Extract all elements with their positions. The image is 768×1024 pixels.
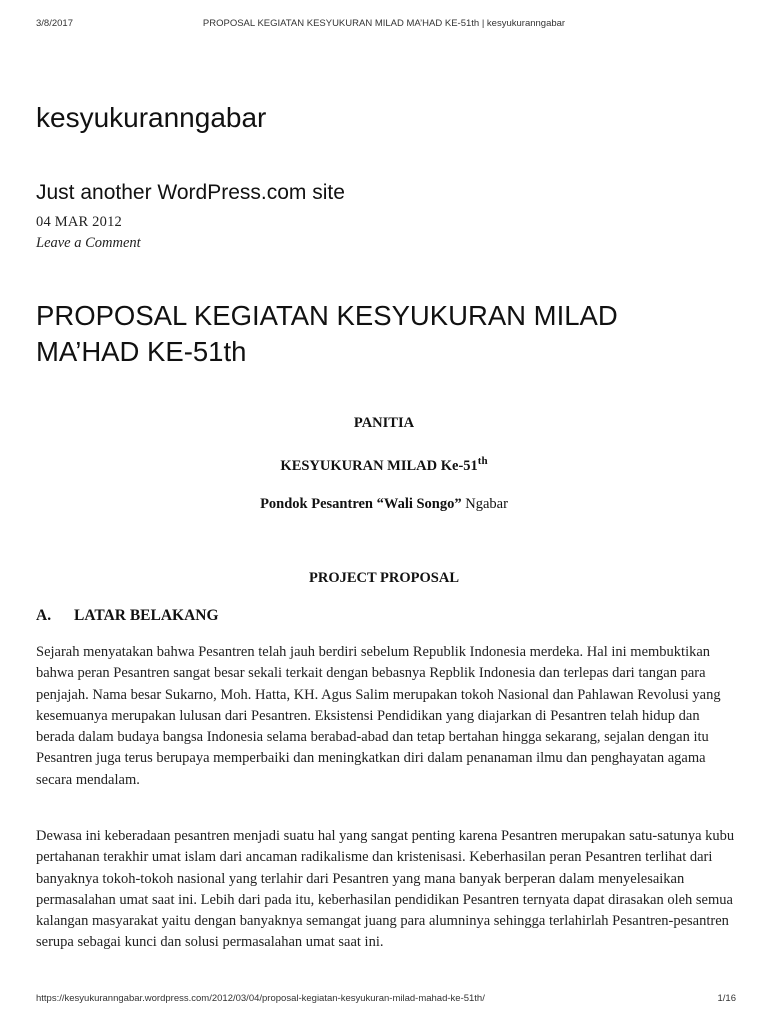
section-title: LATAR BELAKANG <box>74 607 219 624</box>
page-number: 1/16 <box>717 993 736 1004</box>
section-heading <box>36 607 219 625</box>
panitia-heading: PANITIA <box>353 415 415 431</box>
print-date: 3/8/2017 <box>36 18 73 29</box>
site-description: Just another WordPress.com site <box>36 181 345 204</box>
print-page-title: PROPOSAL KEGIATAN KESYUKURAN MILAD MA’HAD KE-51th | kesyukuranngabar <box>202 18 566 29</box>
pondok-location: Ngabar <box>461 496 508 512</box>
pondok-name: Pondok Pesantren “Wali Songo” <box>260 496 462 512</box>
leave-comment-link[interactable]: Leave a Comment <box>36 235 141 251</box>
print-header <box>0 18 768 32</box>
kesyukuran-heading <box>36 455 732 475</box>
post-date: 04 MAR 2012 <box>36 214 122 230</box>
post-title: PROPOSAL KEGIATAN KESYUKURAN MILAD MA’HAD KE-51th <box>36 300 618 367</box>
project-proposal-heading: PROJECT PROPOSAL <box>309 570 459 586</box>
print-url: https://kesyukuranngabar.wordpress.com/2012/03/04/proposal-kegiatan-kesyukuran-milad-mahad-ke-51th/ <box>36 993 485 1004</box>
print-footer <box>0 993 768 1007</box>
kesyukuran-superscript: th <box>477 455 488 467</box>
kesyukuran-text: KESYUKURAN MILAD Ke-51 <box>280 457 478 474</box>
pondok-heading <box>36 496 732 513</box>
site-title-link[interactable]: kesyukuranngabar <box>36 102 267 133</box>
section-letter: A. <box>36 607 52 624</box>
paragraph-2: Dewasa ini keberadaan pesantren menjadi suatu hal yang sangat penting karena Pesantren merupakan satu-satunya kubu pertahanan terakhir umat islam dari ancaman radikalisme dan kristenisasi. Keberhasilan peran Pesantren terlihat dari banyaknya tokoh-tokoh nasional yang terlahir dari Pesantren yang mana banyak berperan dalam menyelesaikan permasalahan umat saat ini. Lebih dari pada itu, keberhasilan pendidikan Pesantren ternyata dapat dirasakan oleh semua kalangan masyarakat yaitu dengan banyaknya semangat juang para alumninya sehingga terlahirlah Pesantren-pesantren serupa sebagai kunci dan solusi permasalahan umat saat ini. <box>36 828 735 951</box>
paragraph-1: Sejarah menyatakan bahwa Pesantren telah jauh berdiri sebelum Republik Indonesia merdeka. Hal ini membuktikan bahwa peran Pesantren sangat besar sekali terkait dengan bebasnya Repblik Indonesia dan terlepas dari tangan para penjajah. Nama besar Sukarno, Moh. Hatta, KH. Agus Salim merupakan tokoh Nasional dan Pahlawan Revolusi yang kesemuanya merupakan lulusan dari Pesantren. Eksistensi Pendidikan yang diajarkan di Pesantren telah hidup dan berada dalam budaya bangsa Indonesia selama berabad-abad dan tetap bertahan hingga sekarang, sejalan dengan itu Pesantren juga terus berupaya memperbaiki dan meningkatkan diri dalam penanaman ilmu dan penghayatan agama secara mendalam. <box>36 644 721 788</box>
